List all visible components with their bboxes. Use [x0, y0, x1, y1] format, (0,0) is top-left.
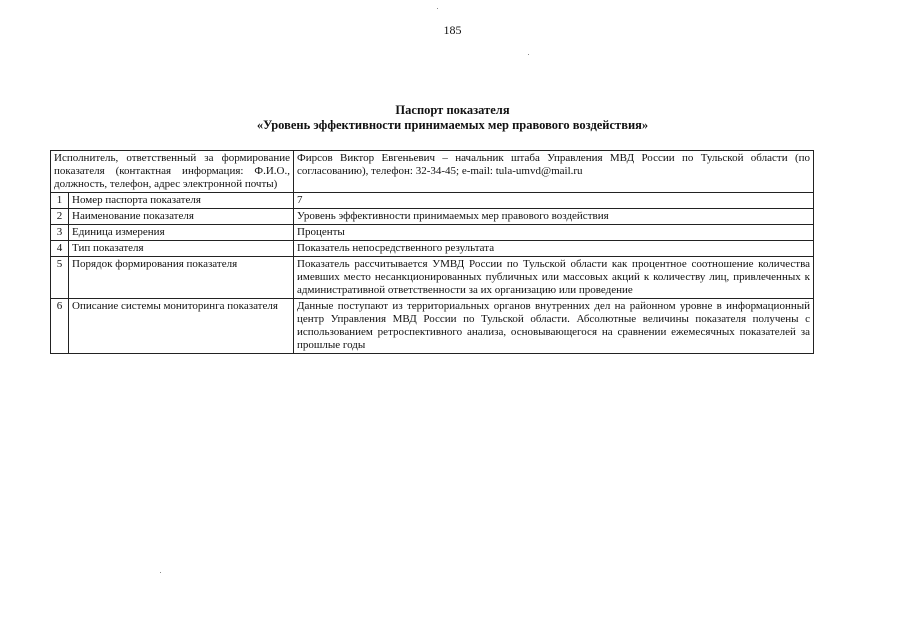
row-value: 7 [294, 193, 814, 209]
executor-label: Исполнитель, ответственный за формирование показателя (контактная информация: Ф.И.О., должность, телефон, адрес электронной почты) [51, 151, 294, 193]
table-row [51, 193, 814, 209]
row-value: Проценты [294, 225, 814, 241]
row-label: Наименование показателя [69, 209, 294, 225]
executor-value: Фирсов Виктор Евгеньевич – начальник штаба Управления МВД России по Тульской области (по согласованию), телефон: 32-34-45; e-mail: tula-umvd@mail.ru [294, 151, 814, 193]
row-number: 4 [51, 241, 69, 257]
scan-speck [528, 54, 529, 55]
row-value: Уровень эффективности принимаемых мер правового воздействия [294, 209, 814, 225]
row-value: Показатель непосредственного результата [294, 241, 814, 257]
scan-speck [437, 8, 438, 9]
row-number: 3 [51, 225, 69, 241]
table-row [51, 241, 814, 257]
table-row [51, 209, 814, 225]
row-label: Единица измерения [69, 225, 294, 241]
row-number: 2 [51, 209, 69, 225]
row-number: 1 [51, 193, 69, 209]
row-value: Данные поступают из территориальных органов внутренних дел на районном уровне в информационный центр Управления МВД России по Тульской области. Абсолютные величины показателя получены с использованием ретроспективного анализа, основывающегося на сравнении ежемесячных показателей за прошлые годы [294, 299, 814, 354]
title-line-2: «Уровень эффективности принимаемых мер правового воздействия» [256, 118, 649, 132]
table-row [51, 225, 814, 241]
row-label: Порядок формирования показателя [69, 257, 294, 299]
page-number: 185 [443, 23, 462, 37]
document-title [0, 103, 905, 133]
row-label: Номер паспорта показателя [69, 193, 294, 209]
table-row [51, 257, 814, 299]
row-label: Описание системы мониторинга показателя [69, 299, 294, 354]
row-number: 5 [51, 257, 69, 299]
scan-speck [160, 572, 161, 573]
row-number: 6 [51, 299, 69, 354]
row-value: Показатель рассчитывается УМВД России по Тульской области как процентное соотношение количества имевших место несанкционированных публичных или массовых акций к количеству лиц, привлеченных к административной ответственности за их организацию или проведение [294, 257, 814, 299]
table-row-executor [51, 151, 814, 193]
passport-table [50, 150, 814, 354]
title-line-1: Паспорт показателя [395, 103, 510, 117]
table-row [51, 299, 814, 354]
row-label: Тип показателя [69, 241, 294, 257]
